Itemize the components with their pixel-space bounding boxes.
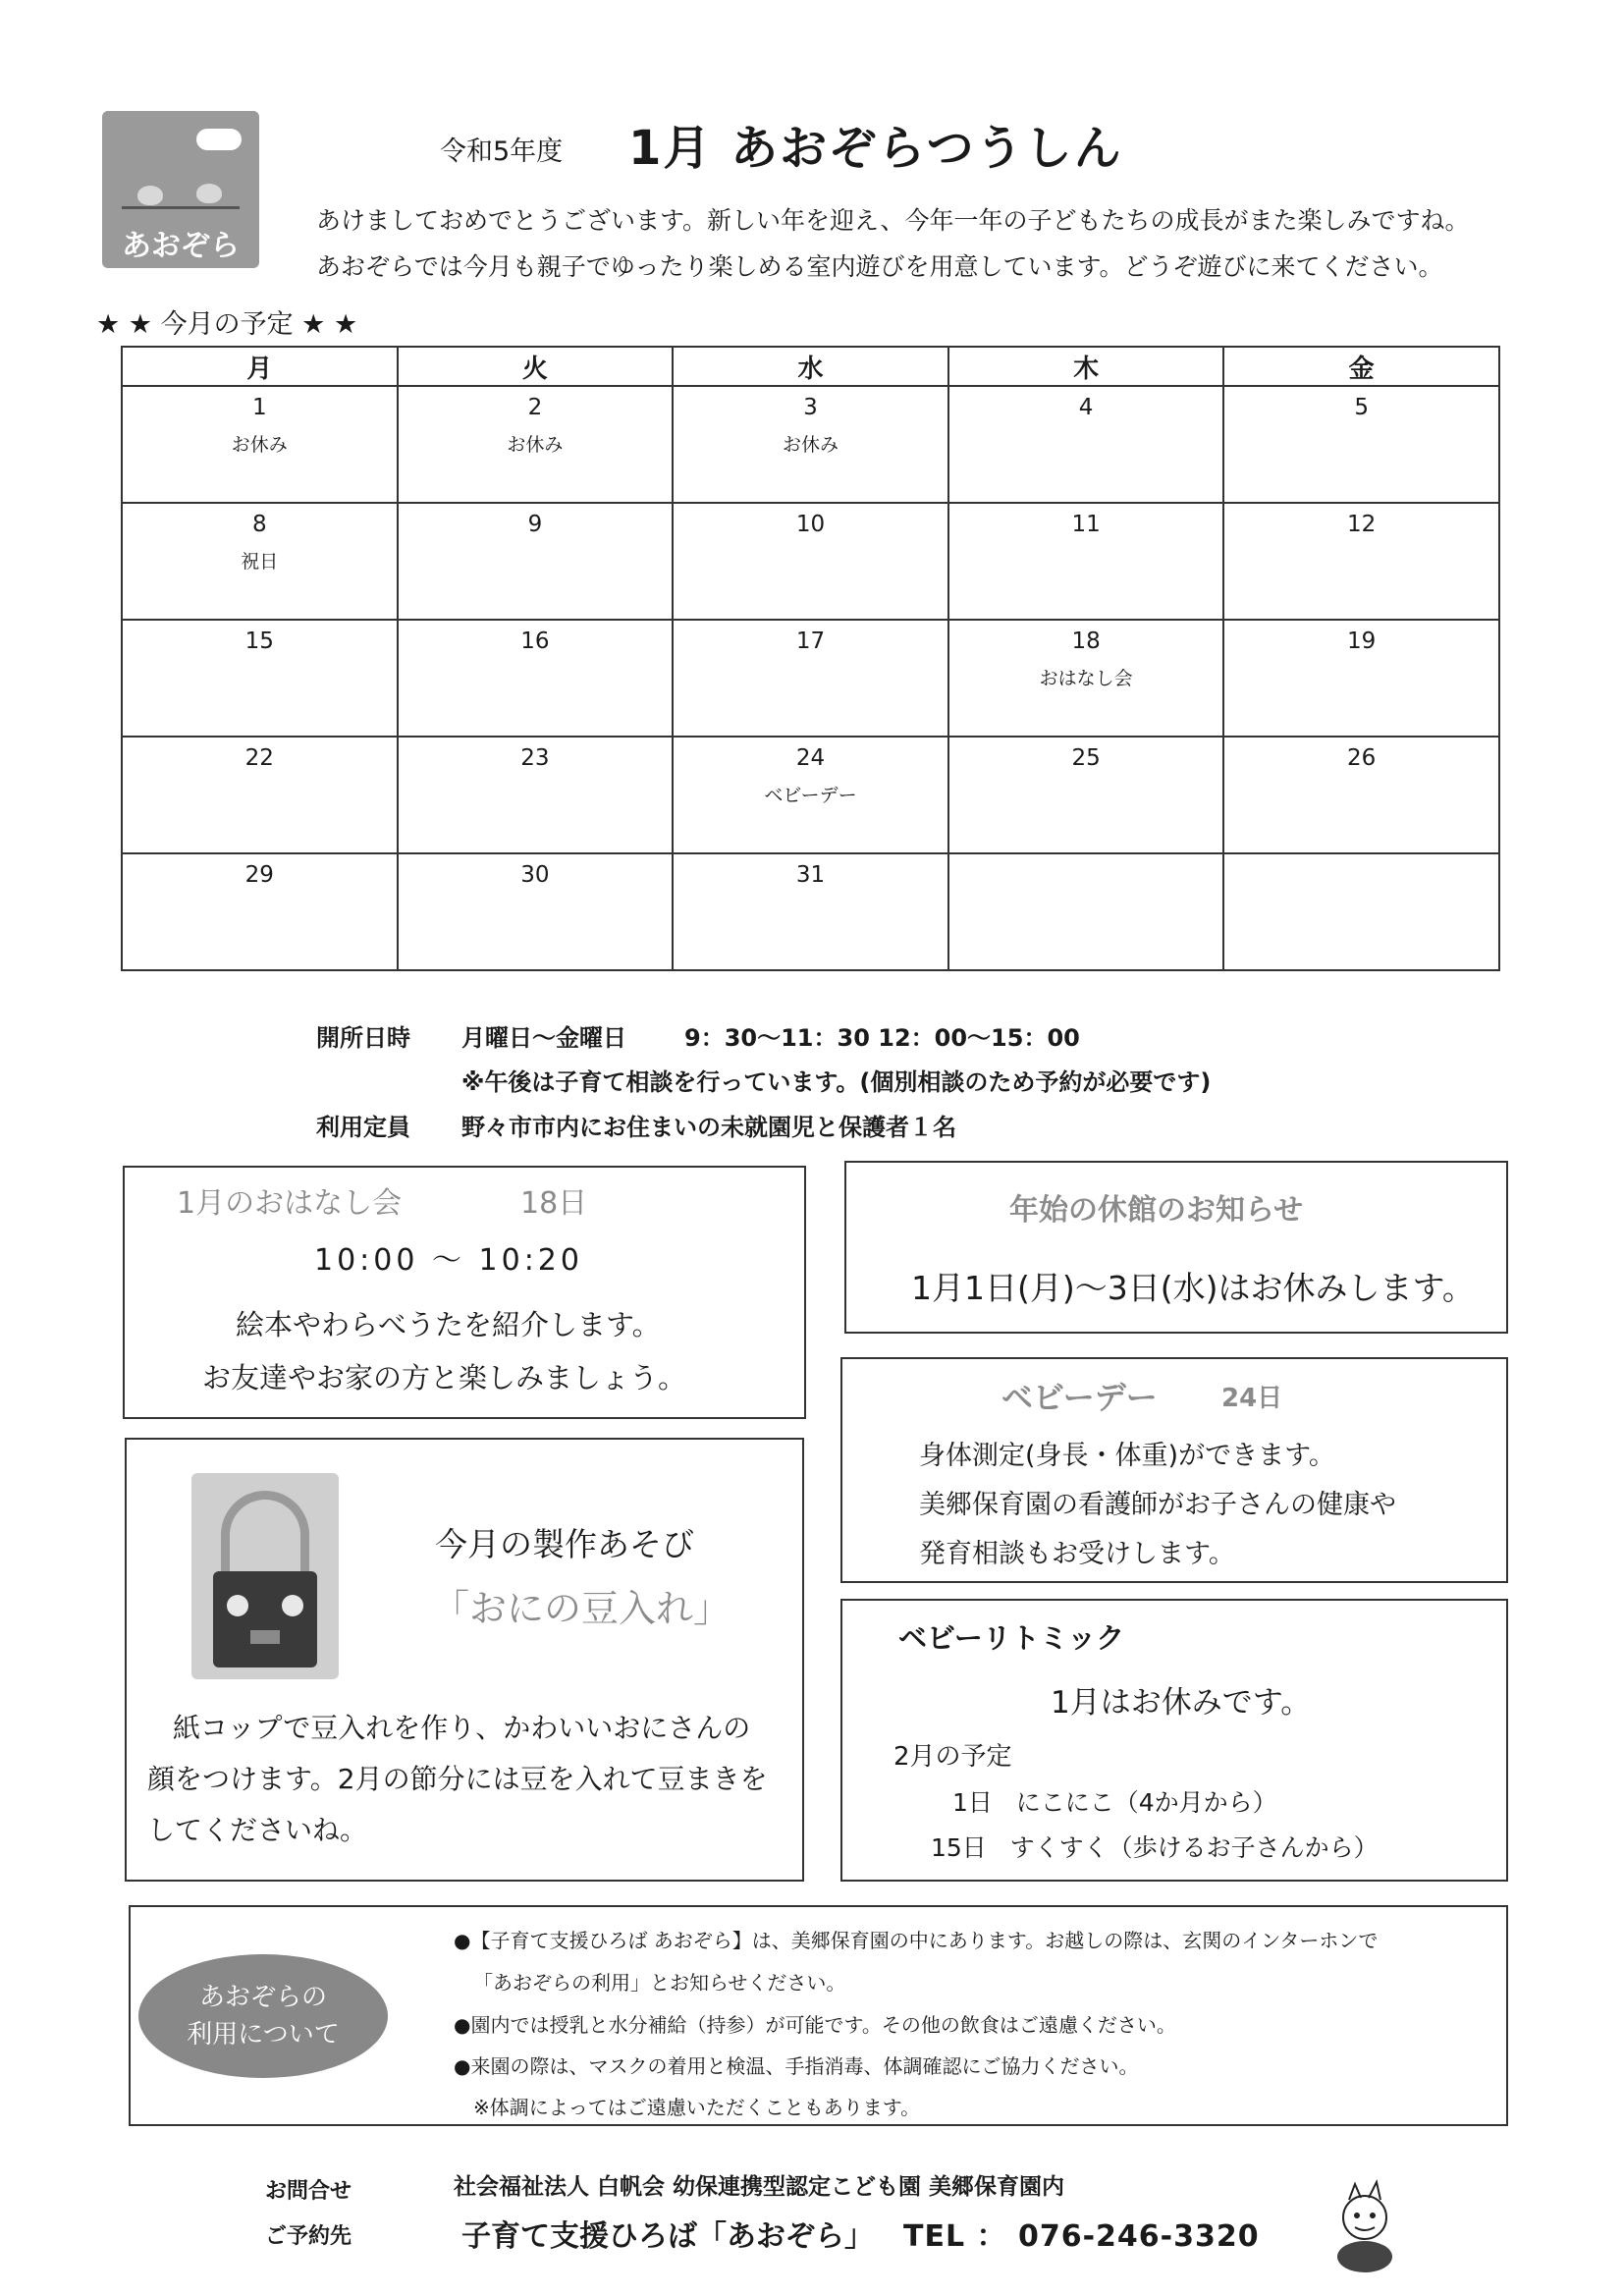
weekday-label: 水	[673, 347, 948, 386]
calendar-day-cell	[1223, 386, 1499, 503]
calendar-day-cell	[948, 737, 1224, 853]
day-number: 24	[795, 745, 826, 771]
babyday-text: 発育相談もお受けします。	[919, 1539, 1235, 1569]
craft-title: 今月の製作あそび	[435, 1525, 694, 1563]
hours-label: 開所日時	[316, 1024, 410, 1052]
calendar-week-row	[122, 620, 1499, 737]
day-note: 祝日	[241, 551, 279, 573]
storytime-title: 1月のおはなし会	[177, 1186, 403, 1221]
calendar-week-row	[122, 737, 1499, 853]
calendar-day-cell	[1223, 620, 1499, 737]
cloud-icon	[196, 129, 242, 150]
hours-note: ※午後は子育て相談を行っています。(個別相談のため予約が必要です)	[461, 1068, 1212, 1096]
bird-icon	[196, 184, 222, 203]
babyday-text: 美郷保育園の看護師がお子さんの健康や	[919, 1490, 1396, 1520]
day-number: 19	[1347, 629, 1377, 654]
calendar-day-cell	[398, 737, 674, 853]
calendar-day-cell	[673, 503, 948, 620]
craft-name: 「おにの豆入れ」	[432, 1587, 731, 1630]
oni-mascot-icon	[1325, 2170, 1404, 2278]
calendar-day-cell	[398, 503, 674, 620]
usage-text: ●園内では授乳と水分補給（持参）が可能です。その他の飲食はご遠慮ください。	[454, 2013, 1176, 2037]
monthly-calendar	[121, 346, 1500, 971]
capacity-label: 利用定員	[316, 1114, 410, 1141]
day-number: 15	[244, 629, 274, 654]
weekday-label: 火	[398, 347, 674, 386]
day-number: 3	[803, 395, 818, 420]
rhythmic-schedule-item: 1日 にこにこ（4か月から）	[952, 1788, 1277, 1817]
day-number: 25	[1071, 745, 1101, 771]
day-note: おはなし会	[1039, 668, 1133, 689]
day-number: 23	[520, 745, 550, 771]
day-number: 22	[244, 745, 274, 771]
page-title: 1月 あおぞらつうしん	[628, 121, 1123, 176]
eye-icon	[227, 1595, 248, 1616]
intro-text: あおぞらでは今月も親子でゆったり楽しめる室内遊びを用意しています。どうぞ遊びに来てください。	[316, 252, 1443, 281]
day-number: 2	[527, 395, 543, 420]
day-number: 29	[244, 862, 274, 888]
babyday-title: ベビーデー	[1001, 1379, 1158, 1416]
day-number: 30	[520, 862, 550, 888]
branch-decoration	[122, 206, 240, 209]
day-number: 5	[1354, 395, 1369, 420]
calendar-day-cell	[948, 386, 1224, 503]
day-note: お休み	[231, 434, 288, 456]
closure-text: 1月1日(月)〜3日(水)はお休みします。	[911, 1269, 1475, 1307]
oni-cup-photo	[191, 1473, 339, 1679]
calendar-day-cell	[398, 386, 674, 503]
calendar-week-row	[122, 386, 1499, 503]
calendar-day-cell	[673, 853, 948, 970]
craft-text: してくださいね。	[147, 1814, 368, 1846]
intro-text: あけましておめでとうございます。新しい年を迎え、今年一年の子どもたちの成長がまた楽しみですね。	[316, 206, 1470, 235]
contact-label: お問合せ	[265, 2179, 352, 2204]
day-number: 8	[251, 512, 267, 537]
calendar-day-cell	[948, 853, 1224, 970]
bird-icon	[137, 186, 163, 205]
storytime-text: お友達やお家の方と楽しみましょう。	[202, 1361, 687, 1394]
usage-text: ※体調によってはご遠慮いただくこともあります。	[473, 2096, 921, 2119]
calendar-day-cell	[673, 737, 948, 853]
calendar-day-cell	[673, 386, 948, 503]
day-number: 31	[795, 862, 826, 888]
logo-label: あおぞら	[122, 229, 240, 263]
calendar-day-cell	[122, 853, 398, 970]
calendar-week-row	[122, 853, 1499, 970]
calendar-day-cell	[398, 620, 674, 737]
day-number: 10	[795, 512, 826, 537]
usage-badge	[138, 1954, 388, 2078]
calendar-day-cell	[122, 620, 398, 737]
day-number: 12	[1347, 512, 1377, 537]
schedule-heading: ★ ★ 今月の予定 ★ ★	[96, 309, 358, 340]
day-number: 1	[251, 395, 267, 420]
usage-badge-line: あおぞらの	[198, 1983, 327, 2012]
weekday-label: 木	[948, 347, 1224, 386]
usage-text: 「あおぞらの利用」とお知らせください。	[473, 1971, 846, 1995]
organization-name: 社会福祉法人 白帆会 幼保連携型認定こども園 美郷保育園内	[454, 2174, 1065, 2200]
calendar-day-cell	[948, 503, 1224, 620]
calendar-day-cell	[122, 737, 398, 853]
babyday-date: 24日	[1221, 1384, 1283, 1413]
reservation-label: ご予約先	[265, 2224, 352, 2249]
day-number: 16	[520, 629, 550, 654]
calendar-day-cell	[673, 620, 948, 737]
rhythmic-schedule-item: 15日 すくすく（歩けるお子さんから）	[931, 1833, 1379, 1862]
calendar-day-cell	[1223, 503, 1499, 620]
facility-name: 子育て支援ひろば「あおぞら」	[461, 2219, 874, 2254]
phone-number: TEL ： 076-246-3320	[903, 2219, 1260, 2254]
usage-badge-line: 利用について	[187, 2020, 340, 2050]
storytime-date: 18日	[520, 1186, 588, 1221]
hours-time: 9：30〜11：30 12：00〜15：00	[684, 1024, 1080, 1052]
day-number: 26	[1347, 745, 1377, 771]
oni-face-icon	[213, 1571, 317, 1667]
rhythmic-text: 1月はお休みです。	[1051, 1685, 1312, 1721]
cup-handle	[221, 1491, 309, 1581]
rhythmic-next-heading: 2月の予定	[893, 1742, 1012, 1772]
rhythmic-title: ベビーリトミック	[898, 1621, 1125, 1655]
hours-days: 月曜日〜金曜日	[461, 1024, 626, 1052]
calendar-day-cell	[122, 386, 398, 503]
day-number: 4	[1078, 395, 1094, 420]
eye-icon	[282, 1595, 303, 1616]
calendar-day-cell	[1223, 737, 1499, 853]
calendar-week-row	[122, 503, 1499, 620]
capacity-value: 野々市市内にお住まいの未就園児と保護者１名	[461, 1114, 956, 1141]
usage-text: ●【子育て支援ひろば あおぞら】は、美郷保育園の中にあります。お越しの際は、玄関のインターホンで	[454, 1929, 1379, 1952]
aozora-logo	[102, 111, 259, 268]
calendar-day-cell	[122, 503, 398, 620]
storytime-time: 10:00 〜 10:20	[314, 1243, 583, 1278]
craft-text: 顔をつけます。2月の節分には豆を入れて豆まきを	[147, 1763, 768, 1795]
day-number: 18	[1071, 629, 1101, 654]
storytime-text: 絵本やわらべうたを紹介します。	[236, 1308, 661, 1341]
weekday-label: 月	[122, 347, 398, 386]
day-number: 11	[1071, 512, 1101, 537]
day-note: お休み	[507, 434, 564, 456]
day-number: 9	[527, 512, 543, 537]
calendar-day-cell	[1223, 853, 1499, 970]
calendar-day-cell	[948, 620, 1224, 737]
craft-text: 紙コップで豆入れを作り、かわいいおにさんの	[173, 1712, 751, 1744]
mouth-icon	[250, 1630, 280, 1644]
day-number: 17	[795, 629, 826, 654]
fiscal-year: 令和5年度	[440, 137, 564, 167]
usage-text: ●来園の際は、マスクの着用と検温、手指消毒、体調確認にご協力ください。	[454, 2054, 1139, 2078]
weekday-label: 金	[1223, 347, 1499, 386]
closure-title: 年始の休館のお知らせ	[1009, 1193, 1304, 1228]
weekday-header-row	[122, 347, 1499, 386]
day-note: お休み	[782, 434, 839, 456]
day-note: ベビーデー	[764, 785, 857, 806]
calendar-day-cell	[398, 853, 674, 970]
babyday-text: 身体測定(身長・体重)ができます。	[919, 1441, 1335, 1471]
